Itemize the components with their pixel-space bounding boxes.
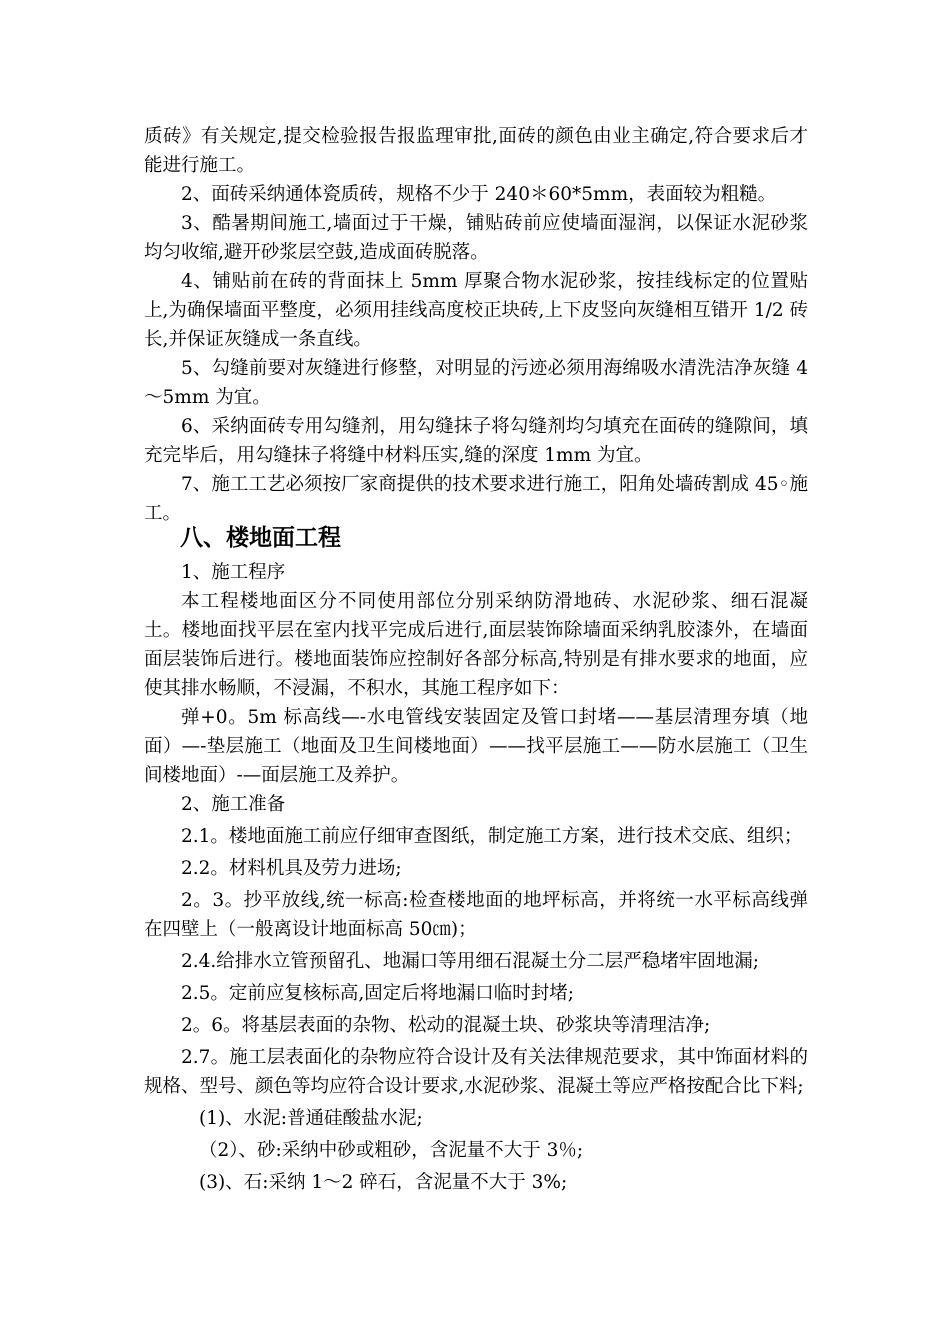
- paragraph: 2.1。楼地面施工前应仔细审查图纸，制定施工方案，进行技术交底、组织；: [181, 826, 803, 847]
- paragraph: 7、施工工艺必须按厂家商提供的技术要求进行施工，阳角处墙砖割成 45◦施工。: [144, 474, 808, 524]
- list-item: (1)、水泥:普通硅酸盐水泥;: [199, 1108, 423, 1129]
- paragraph: 5、勾缝前要对灰缝进行修整，对明显的污迹必须用海绵吸水清洗洁净灰缝 4～5mm 为宜。: [144, 358, 808, 408]
- paragraph: 质砖》有关规定,提交检验报告报监理审批,面砖的颜色由业主确定,符合要求后才能进行施工。: [144, 126, 808, 176]
- paragraph: 2.2。材料机具及劳力进场;: [181, 858, 402, 879]
- paragraph: 2.7。施工层表面化的杂物应符合设计及有关法律规范要求，其中饰面材料的规格、型号、颜色等均应符合设计要求,水泥砂浆、混凝土等应严格按配合比下料;: [144, 1047, 808, 1097]
- paragraph: 3、酷暑期间施工,墙面过于干燥，铺贴砖前应使墙面湿润，以保证水泥砂浆均匀收缩,避开砂浆层空鼓,造成面砖脱落。: [144, 213, 808, 263]
- section-floor-works: [144, 558, 808, 1197]
- section-wall-tiles: [144, 122, 808, 528]
- paragraph: 2.4.给排水立管预留孔、地漏口等用细石混凝土分二层严稳堵牢固地漏;: [181, 951, 760, 972]
- paragraph: 2.5。定前应复核标高,固定后将地漏口临时封堵;: [181, 983, 575, 1004]
- section-heading: 八、楼地面工程: [180, 525, 341, 551]
- paragraph: 2、面砖采纳通体瓷质砖，规格不少于 240＊60*5mm，表面较为粗糙。: [181, 184, 777, 205]
- list-item: （2）、砂:采纳中砂或粗砂，含泥量不大于 3％;: [199, 1140, 584, 1161]
- subheading: 2、施工准备: [181, 794, 286, 815]
- paragraph: 6、采纳面砖专用勾缝剂，用勾缝抹子将勾缝剂均匀填充在面砖的缝隙间，填充完毕后，用勾缝抹子将缝中材料压实,缝的深度 1mm 为宜。: [144, 416, 808, 466]
- paragraph: 4、铺贴前在砖的背面抹上 5mm 厚聚合物水泥砂浆，按挂线标定的位置贴上,为确保墙面平整度，必须用挂线高度校正块砖,上下皮竖向灰缝相互错开 1/2 砖长,并保证灰缝成一条直线。: [144, 271, 808, 350]
- paragraph: 2。6。将基层表面的杂物、松动的混凝土块、砂浆块等清理洁净;: [181, 1015, 711, 1036]
- list-item: (3)、石:采纳 1～2 碎石，含泥量不大于 3%;: [199, 1172, 568, 1193]
- paragraph: 弹+0。5m 标高线—-水电管线安装固定及管口封堵——基层清理夯填（地面）—-垫层施工（地面及卫生间楼地面）——找平层施工——防水层施工（卫生间楼地面）-—面层施工及养护。: [144, 707, 808, 786]
- paragraph: 本工程楼地面区分不同使用部位分别采纳防滑地砖、水泥砂浆、细石混凝土。楼地面找平层在室内找平完成后进行,面层装饰除墙面采纳乳胶漆外，在墙面面层装饰后进行。楼地面装饰应控制好各部分标高,特别是有排水要求的地面，应使其排水畅顺，不浸漏，不积水，其施工程序如下：: [144, 591, 808, 699]
- subheading: 1、施工程序: [181, 562, 286, 583]
- paragraph: 2。3。抄平放线,统一标高:检查楼地面的地坪标高，并将统一水平标高线弹在四壁上（一般离设计地面标高 50㎝)；: [144, 890, 808, 940]
